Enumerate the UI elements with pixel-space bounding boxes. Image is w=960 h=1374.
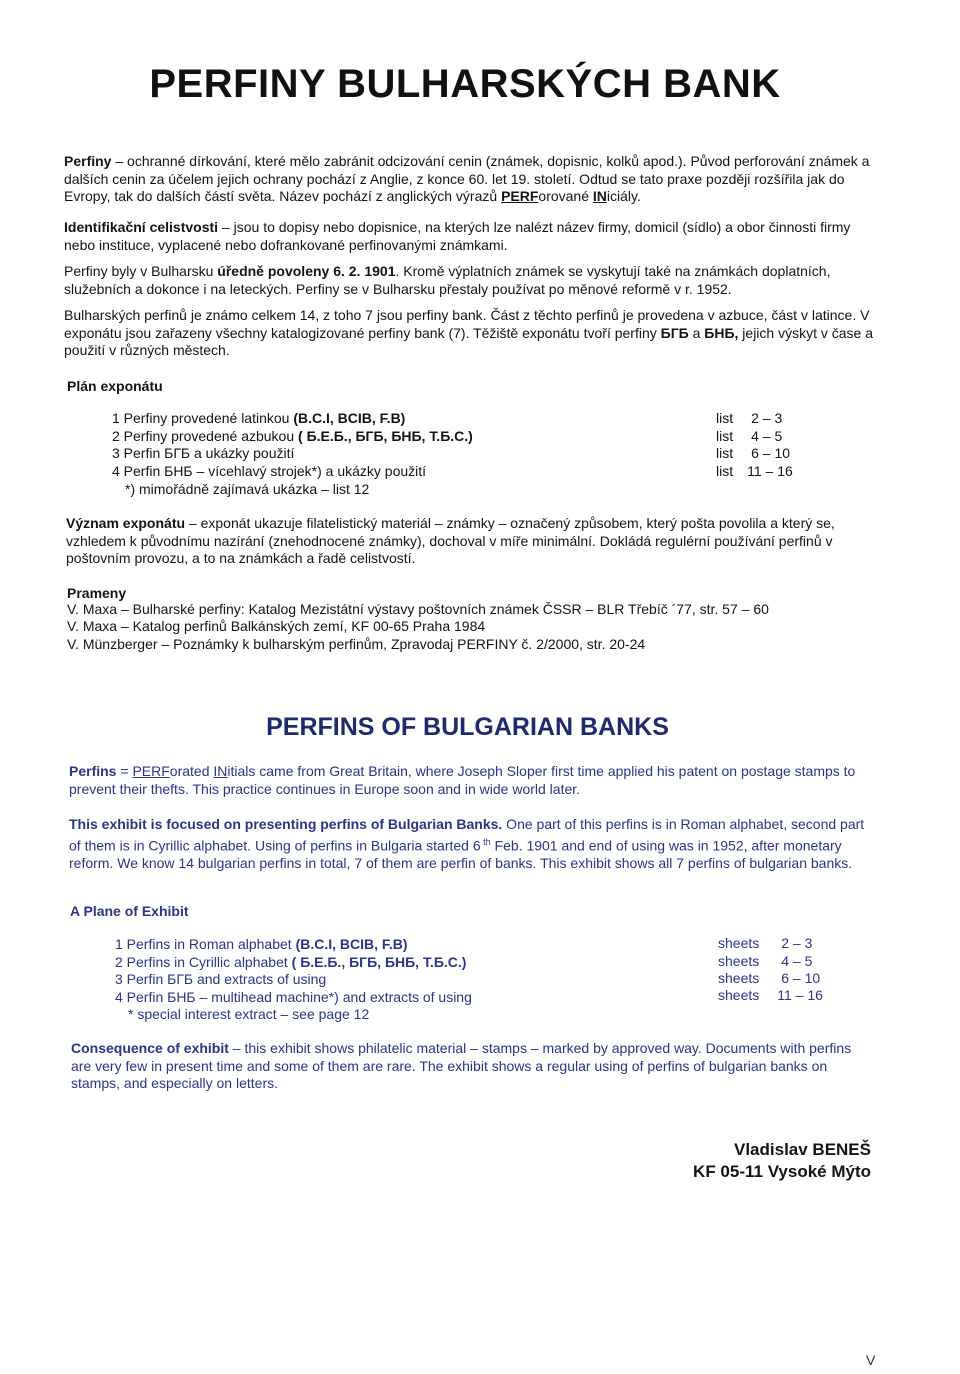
- in-abbrev-en: IN: [213, 763, 228, 779]
- intro-en-text: itials came from Great Britain, where Joseph Sloper first time applied his patent on postage stamps to prevent their thefts. This practice continues in Europe soon and in wide world later.: [69, 763, 856, 797]
- sheet-word: list: [716, 410, 734, 426]
- term-identifikacni: Identifikační celistvosti: [64, 219, 219, 235]
- equals: =: [116, 763, 133, 779]
- plan-sheet-cz-3: [716, 445, 790, 462]
- consequence-lead: Consequence of exhibit: [71, 1040, 229, 1056]
- sheet-range: 2 – 3: [781, 935, 813, 951]
- page-title-czech: PERFINY BULHARSKÝCH BANK: [149, 62, 781, 106]
- author-club: KF 05-11 Vysoké Mýto: [693, 1162, 871, 1181]
- plan-sheet-cz-1: [716, 410, 782, 427]
- plan-sheet-en-3: [718, 970, 820, 987]
- plan-item-text: 4 Perfin БНБ – multihead machine*) and extracts of using: [115, 989, 472, 1005]
- source-item-2: V. Maxa – Katalog perfinů Balkánských zemí, KF 00-65 Praha 1984: [67, 618, 486, 634]
- sheet-word: list: [716, 463, 734, 479]
- plan-item-text: 4 Perfin БНБ – vícehlavý strojek*) a ukázky použití: [112, 463, 427, 479]
- sheet-word: sheets: [718, 953, 760, 969]
- in-abbrev: IN: [592, 188, 607, 204]
- source-item-3: V. Münzberger – Poznámky k bulharským perfinům, Zpravodaj PERFINY č. 2/2000, str. 20-24: [67, 636, 646, 652]
- term-perfins: Perfins: [69, 763, 117, 779]
- plan-item-text: 2 Perfins in Cyrillic alphabet: [115, 954, 292, 970]
- vyznam-text: – exponát ukazuje filatelistický materiál – známky – označený způsobem, který pošta povolila a který se, vzhledem k původnímu nazírání (znehodnocené známky), dochoval v míře minimální. Dokládá regulérní používání perfinů v poštovním provozu, a to na známkách a řadě celistvostí.: [66, 515, 835, 566]
- orated: orated: [169, 763, 214, 779]
- identifikacni-text: – jsou to dopisy nebo dopisnice, na kterých lze nalézt název firmy, domicil (sídlo) a obor činnosti firmy nebo instituce, vyplacené nebo dofrankované perfinovanými známkami.: [64, 219, 851, 253]
- sheet-word: list: [716, 428, 734, 444]
- plan-item-en-4: [115, 989, 472, 1006]
- plan-sheet-cz-2: [716, 428, 782, 445]
- consequence-paragraph: [71, 1040, 874, 1093]
- plan-item-cz-2: [112, 428, 473, 445]
- intro-text-icialy: iciály.: [606, 188, 641, 204]
- sheet-word: sheets: [718, 987, 760, 1003]
- corner-mark: V: [866, 1352, 876, 1368]
- intro-en-focus: [69, 816, 874, 872]
- plan-note-czech: *) mimořádně zajímavá ukázka – list 12: [125, 481, 370, 497]
- plan-heading-english: A Plane of Exhibit: [70, 903, 189, 919]
- ordinal-suffix: th: [480, 836, 491, 847]
- plan-item-text: 2 Perfiny provedené azbukou: [112, 428, 299, 444]
- pocet-a: a: [688, 324, 705, 341]
- plan-item-text: 3 Perfin БГБ and extracts of using: [115, 971, 327, 987]
- plan-item-en-1: [115, 936, 408, 953]
- sources-heading: Prameny: [67, 585, 127, 601]
- sheet-word: sheets: [718, 970, 760, 986]
- plan-item-cz-3: [112, 445, 294, 462]
- sheet-range: 2 – 3: [751, 410, 783, 426]
- plan-item-codes: (B.C.I, BCIB, F.B): [295, 936, 408, 952]
- perfin-bgb: БГБ: [660, 324, 689, 341]
- sheet-range: 4 – 5: [781, 953, 813, 969]
- focus-lead: This exhibit is focused on presenting perfins of Bulgarian Banks.: [69, 816, 503, 832]
- sheet-word: list: [716, 445, 734, 461]
- plan-item-codes: ( Б.Е.Б., БГБ, БНБ, Т.Б.С.): [291, 954, 467, 970]
- plan-item-text: 1 Perfins in Roman alphabet: [115, 936, 296, 952]
- perfin-bnb: БНБ,: [704, 324, 739, 341]
- sheet-range: 6 – 10: [781, 970, 821, 986]
- plan-sheet-en-1: [718, 935, 812, 952]
- povoleny-text-c: . Kromě výplatních známek se vyskytují také na známkách doplatních, služebních a dokonce i na leteckých. Perfiny se v Bulharsku přestaly používat po měnové reformě v r. 1952.: [64, 263, 831, 297]
- plan-sheet-cz-4: [716, 463, 793, 480]
- plan-item-cz-1: [112, 410, 405, 427]
- author-name: Vladislav BENEŠ: [733, 1140, 871, 1159]
- plan-sheet-en-2: [718, 953, 812, 970]
- plan-item-cz-4: [112, 463, 426, 480]
- plan-item-codes: ( Б.Е.Б., БГБ, БНБ, Т.Б.С.): [298, 428, 473, 444]
- plan-note-english: * special interest extract – see page 12: [128, 1006, 370, 1022]
- plan-heading-czech: Plán exponátu: [67, 378, 163, 394]
- term-perfiny: Perfiny: [64, 153, 112, 169]
- plan-item-en-3: [115, 971, 326, 988]
- consequence-text: – this exhibit shows philatelic material – stamps – marked by approved way. Documents with perfins are very few in present time and some of them are rare. The exhibit shows a regular using of perfins of bulgarian banks on stamps, and especially on letters.: [71, 1040, 852, 1091]
- intro-en-perfins: [69, 763, 874, 798]
- plan-item-codes: (B.C.I, BCIB, F.B): [293, 410, 406, 426]
- focus-text: One part of this perfins is in Roman alphabet, second part of them is in Cyrillic alphabet. Using of perfins in Bulgaria started 6: [69, 816, 865, 854]
- pocet-text: Bulharských perfinů je známo celkem 14, z toho 7 jsou perfiny bank. Část z těchto perfinů je provedena v azbuce, část v latince. V exponátu jsou zařazeny všechny katalogizované perfiny bank (7). Těžiště exponátu tvoří perfiny: [64, 307, 870, 341]
- vyznam-paragraph: [66, 515, 876, 568]
- page-title-english: PERFINS OF BULGARIAN BANKS: [266, 713, 669, 741]
- povoleny-text-a: Perfiny byly v Bulharsku: [64, 263, 218, 279]
- source-item-1: V. Maxa – Bulharské perfiny: Katalog Mezistátní výstavy poštovních známek ČSSR – BLR Třebíč ´77, str. 57 – 60: [67, 601, 769, 617]
- intro-paragraph-identifikacni: [64, 219, 874, 254]
- perf-abbrev-en: PERF: [132, 763, 170, 779]
- povoleny-date: úředně povoleny 6. 2. 1901: [217, 263, 396, 279]
- pocet-end: jejich výskyt v čase a použití v různých městech.: [64, 324, 874, 358]
- plan-item-text: 3 Perfin БГБ a ukázky použití: [112, 445, 295, 461]
- sheet-range: 6 – 10: [751, 445, 791, 461]
- sheet-range: 11 – 16: [777, 987, 823, 1003]
- plan-sheet-en-4: [718, 987, 823, 1004]
- intro-text-orovane: orované: [538, 188, 593, 204]
- intro-paragraph-perfiny: [64, 153, 874, 206]
- intro-paragraph-povoleny: [64, 263, 874, 298]
- focus-text-2: Feb. 1901 and end of using was in 1952, after monetary reform. We know 14 bulgarian perfins in total, 7 of them are perfin of banks. This exhibit shows all 7 perfins of bulgarian banks.: [69, 837, 853, 871]
- intro-paragraph-pocet: [64, 307, 874, 360]
- sheet-range: 4 – 5: [751, 428, 783, 444]
- intro-text: – ochranné dírkování, které mělo zabránit odcizování cenin (známek, dopisnic, kolků apod.). Původ perforování známek a dalších cenin za účelem jejich ochrany pochází z Anglie, z konce 60. let 19. století. Odtud se tato praxe později rozšířila jak do Evropy, tak do dalších částí světa. Název pochází z anglických výrazů: [64, 153, 870, 204]
- plan-item-en-2: [115, 954, 466, 971]
- vyznam-lead: Význam exponátu: [66, 515, 186, 531]
- sheet-word: sheets: [718, 935, 760, 951]
- perf-abbrev: PERF: [501, 188, 539, 204]
- sheet-range: 11 – 16: [747, 463, 793, 479]
- plan-item-text: 1 Perfiny provedené latinkou: [112, 410, 294, 426]
